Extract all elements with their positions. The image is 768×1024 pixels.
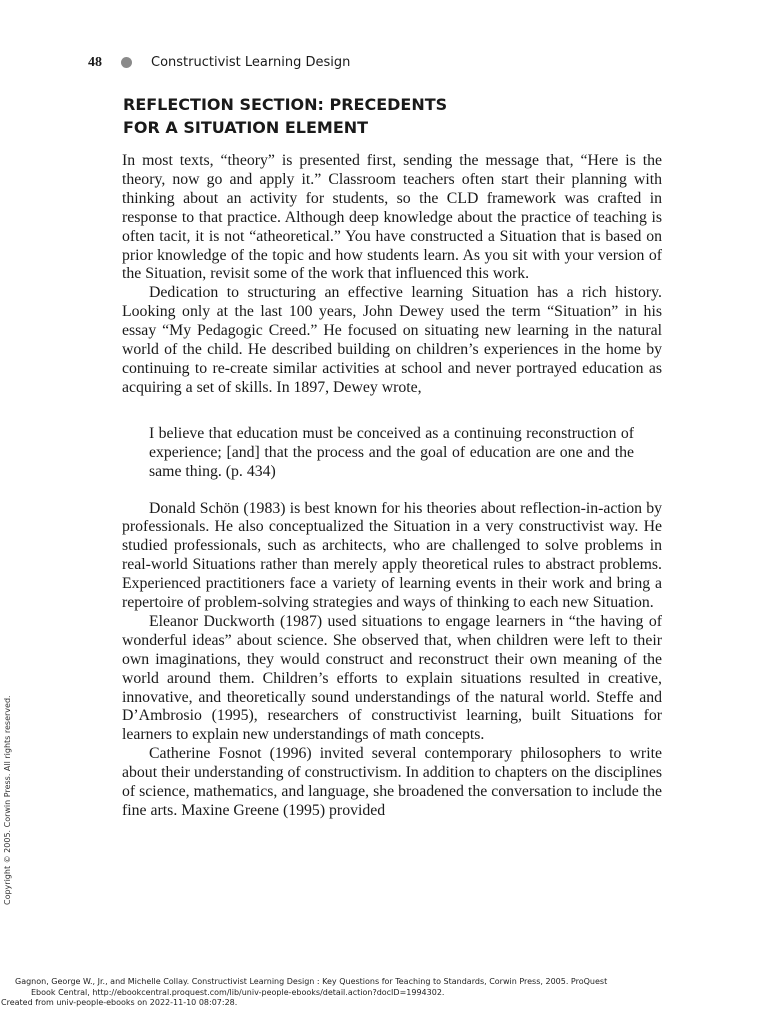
paragraph-2: Dedication to structuring an effective learning Situation has a rich history. Looking only at the last 100 years, John Dewey used the term “Situation” in his essay “My Pedagogic Creed.” He focused on situating new learning in the natural world of the child. He described building on children’s experiences in the home by continuing to re-create similar activities at school and never portrayed education as acquiring a set of skills. In 1897, Dewey wrote, <box>122 284 662 396</box>
citation-line-2: Ebook Central, http://ebookcentral.proquest.com/lib/univ-people-ebooks/detail.action?docID=1994302. <box>31 987 445 997</box>
citation-line-3: Created from univ-people-ebooks on 2022-11-10 08:07:28. <box>1 998 238 1007</box>
running-head <box>88 54 688 72</box>
section-title-line-2: FOR A SITUATION ELEMENT <box>123 118 369 137</box>
page-number: 48 <box>88 55 102 70</box>
block-quote: I believe that education must be conceived as a continuing reconstruction of experience; [and] that the process and the goal of education are one and the same thing. (p. 434) <box>149 424 634 480</box>
body-text <box>122 152 662 821</box>
section-title-line-1: REFLECTION SECTION: PRECEDENTS <box>123 95 448 114</box>
citation-line-1: Gagnon, George W., Jr., and Michelle Collay. Constructivist Learning Design : Key Questions for Teaching to Standards, Corwin Press, 2005. ProQuest <box>15 977 608 986</box>
citation-footer <box>0 977 768 1009</box>
paragraph-4: Eleanor Duckworth (1987) used situations to engage learners in “the having of wonderful ideas” about science. She observed that, when children were left to their own imaginations, they would construct and reconstruct their own meaning of the world around them. Children’s efforts to explain situations resulted in creative, innovative, and theoretically sound understandings of the natural world. Steffe and D’Ambrosio (1995), researchers of constructivist learning, built Situations for learners to explain new understandings of math concepts. <box>122 612 662 744</box>
paragraph-3: Donald Schön (1983) is best known for his theories about reflection-in-action by professionals. He also conceptualized the Situation in a very constructivist way. He studied professionals, such as architects, who are challenged to solve problems in real-world Situations rather than merely apply theoretical rules to abstract problems. Experienced practitioners face a variety of learning events in their work and bring a repertoire of problem-solving strategies and ways of thinking to each new Situation. <box>122 499 662 612</box>
bullet-icon <box>121 57 132 68</box>
copyright-notice: Copyright © 2005. Corwin Press. All rights reserved. <box>3 695 12 905</box>
running-title: Constructivist Learning Design <box>151 55 351 70</box>
paragraph-5: Catherine Fosnot (1996) invited several contemporary philosophers to write about their understanding of constructivism. In addition to chapters on the disciplines of science, mathematics, and language, she broadened the conversation to include the fine arts. Maxine Greene (1995) provided <box>122 745 662 819</box>
section-title <box>123 93 683 139</box>
paragraph-1: In most texts, “theory” is presented first, sending the message that, “Here is the theory, now go and apply it.” Classroom teachers often start their planning with thinking about an activity for students, so the CLD framework was crafted in response to that practice. Although deep knowledge about the practice of teaching is often tacit, it is not “atheoretical.” You have constructed a Situation that is based on prior knowledge of the topic and how students learn. As you sit with your version of the Situation, revisit some of the work that influenced this work. <box>122 152 662 283</box>
